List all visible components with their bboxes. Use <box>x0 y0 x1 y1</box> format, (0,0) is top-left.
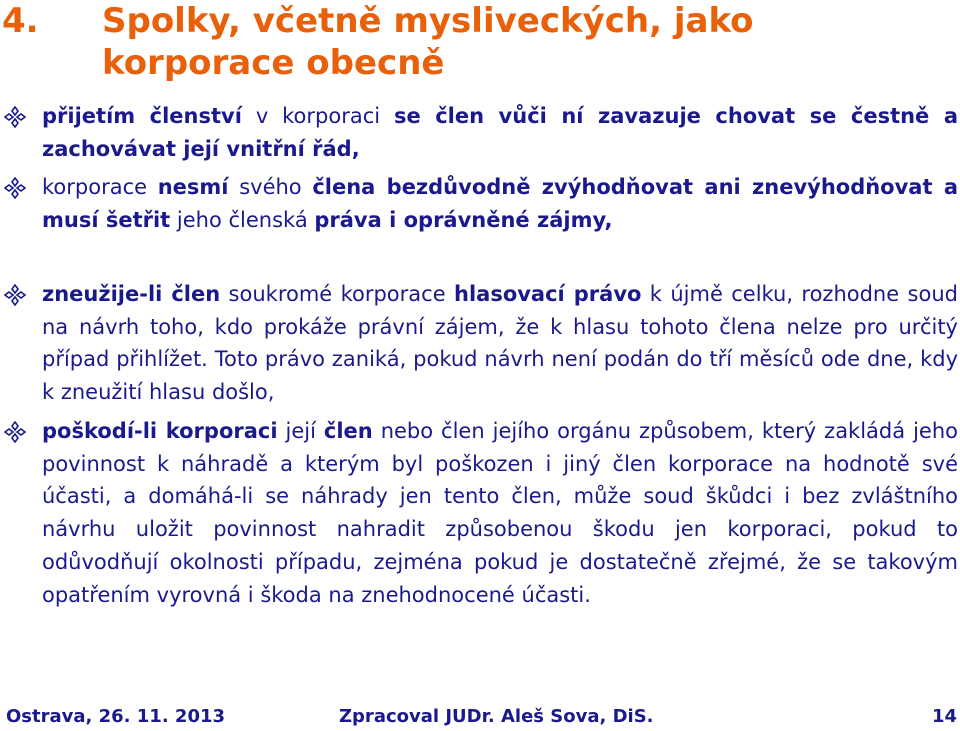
bold-text-run: hlasovací právo <box>454 282 642 306</box>
four-diamond-bullet-icon <box>4 177 26 199</box>
bullet-text <box>42 278 958 409</box>
text-run: nebo člen jejího orgánu způsobem, který zakládá jeho povinnost k náhradě a kterým byl poškozen i jiný člen korporace na hodnotě své účasti, a domáhá-li se náhrady jen tento člen, může soud škůdci i bez zvláštního návrhu uložit povinnost nahradit způsobenou škodu jen korporaci, pokud to odůvodňují okolnosti případu, zejména pokud je dostatečně zřejmé, že se takovým opatřením vyrovná i škoda na znehodnocené účasti. <box>42 419 958 607</box>
text-run: v korporaci <box>241 104 394 128</box>
four-diamond-bullet-icon <box>4 284 26 306</box>
text-run: její <box>277 419 324 443</box>
slide-title-text: Spolky, včetně mysliveckých, jako korporace obecně <box>102 1 754 83</box>
text-run: svého <box>228 175 313 199</box>
page-number: 14 <box>932 706 958 727</box>
slide-number: 4. <box>2 1 39 41</box>
text-run: jeho členská <box>170 207 315 232</box>
bold-text-run: zneužije-li člen <box>42 282 221 306</box>
text-run: soukromé korporace <box>220 282 454 306</box>
bold-text-run: přijetím členství <box>42 104 242 128</box>
bullet-text <box>42 415 958 611</box>
text-run: k újmě celku, rozhodne soud na návrh toho, kdo prokáže právní zájem, že k hlasu tohoto člena nelze pro určitý případ přihlížet. Toto právo zaniká, pokud návrh není podán do tří měsíců ode dne, kdy k zneužití hlasu došlo, <box>42 282 958 405</box>
footer-author: Zpracoval JUDr. Aleš Sova, DiS. <box>339 706 654 727</box>
bullet-text <box>42 171 958 236</box>
bold-text-run: člena bezdůvodně zvýhodňovat ani znevýhodňovat a musí šetřit <box>42 175 958 232</box>
bold-text-run: člen <box>323 419 373 443</box>
bold-text-run: poškodí-li korporaci <box>42 419 278 443</box>
bold-text-run: se člen vůči ní zavazuje chovat se čestně a zachovávat její vnitřní řád, <box>42 104 958 161</box>
bullet-text <box>42 100 958 165</box>
four-diamond-bullet-icon <box>4 106 26 128</box>
footer-date: Ostrava, 26. 11. 2013 <box>6 706 226 727</box>
bold-text-run: nesmí <box>157 175 229 199</box>
bold-text-run: práva i oprávněné zájmy, <box>314 207 613 232</box>
text-run: korporace <box>42 175 158 199</box>
four-diamond-bullet-icon <box>4 421 26 443</box>
